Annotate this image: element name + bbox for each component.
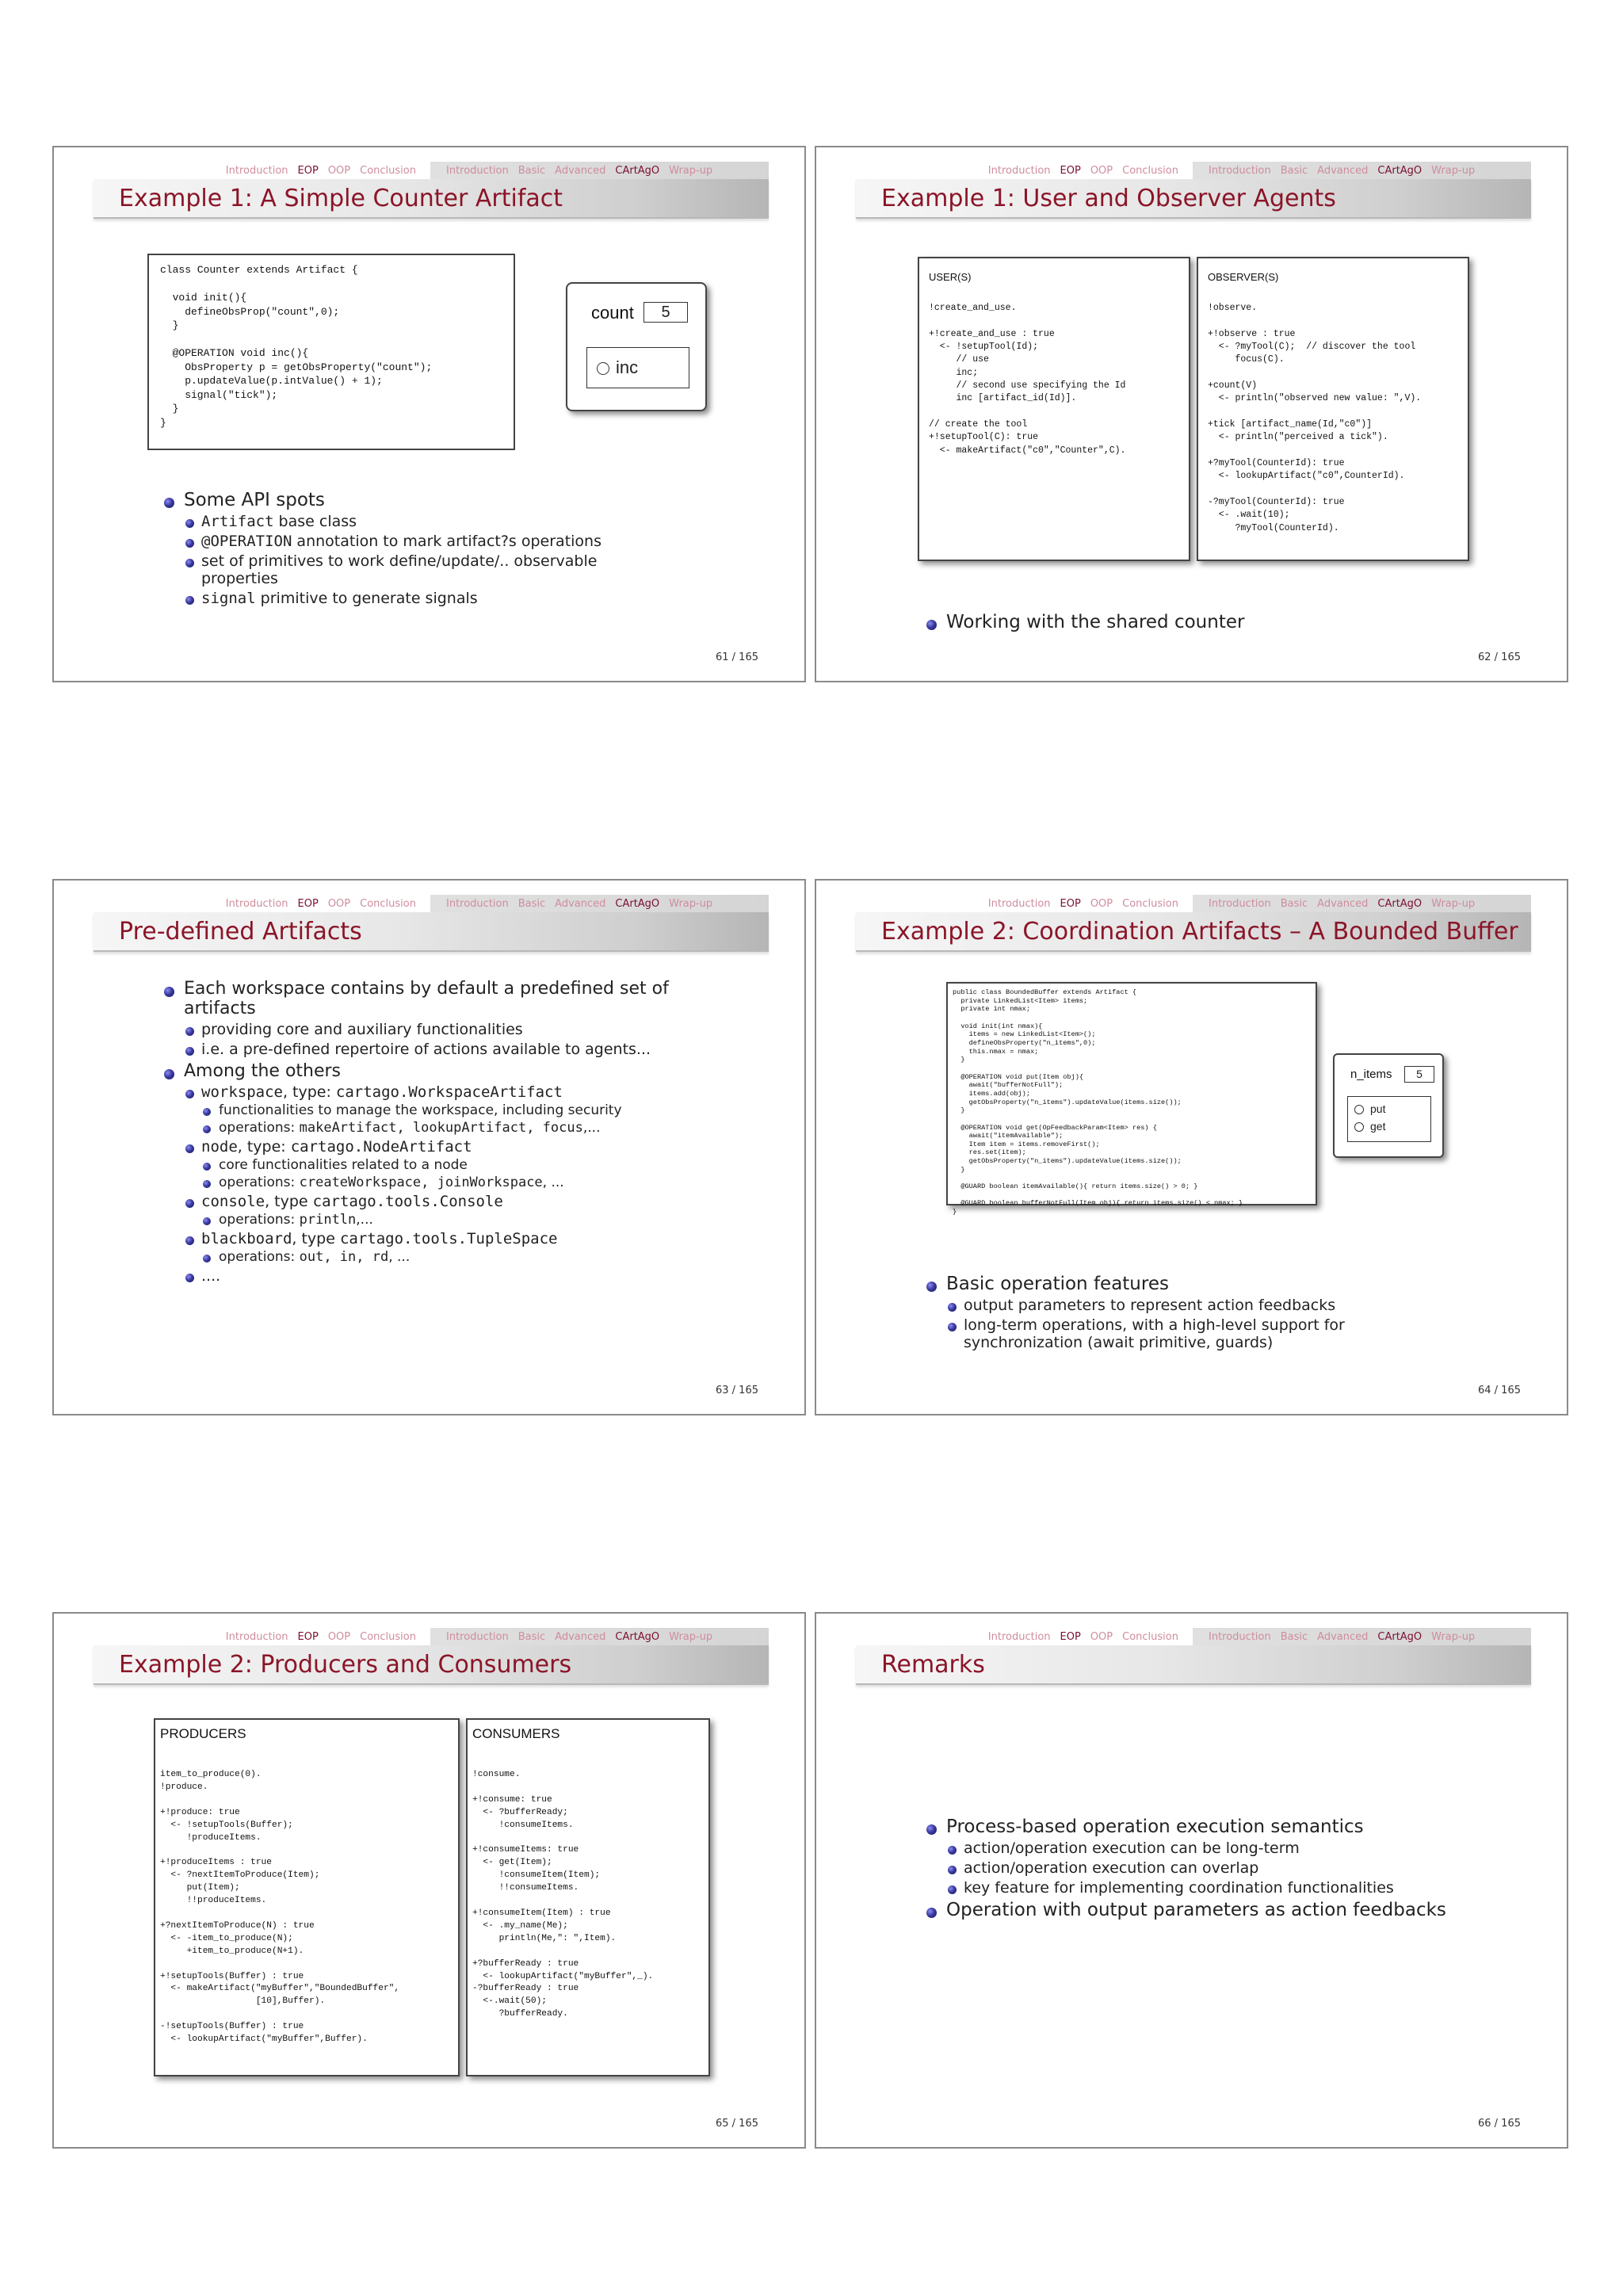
inc-label: inc xyxy=(616,357,639,377)
bullet-among-others: Among the others workspace, type: cartago.WorkspaceArtifact functionalities to manage the workspace, including security operations: makeArtifact, lookupArtifact, focus,... node, type: cartago.NodeArtifact core functionalities related to a node operations: createWorkspace, joinWorkspace, ... console, type cartago.tools.Console operations: println,... blackboard, type cartago.tools.TupleSpace operations: out, in, rd, ... .... xyxy=(160,1061,715,1285)
nav-right xyxy=(430,1628,769,1645)
bullets xyxy=(160,487,762,610)
nav-sub-advanced[interactable]: Advanced xyxy=(555,897,606,910)
nav-right xyxy=(1193,895,1531,912)
bullet-icon xyxy=(948,1885,957,1894)
slide-63 xyxy=(52,879,806,1415)
prop-n-items-label: n_items xyxy=(1350,1068,1392,1081)
bullet-api-spots: Some API spots Artifact base class @OPERATION annotation to mark artifact?s operations set of primitives to work define/update/.. observable properties signal primitive to generate signals xyxy=(160,490,762,607)
nav-eop[interactable]: EOP xyxy=(1060,164,1081,177)
nav-sub-introduction[interactable]: Introduction xyxy=(446,897,509,910)
nav-introduction[interactable]: Introduction xyxy=(987,897,1051,910)
nav-sub-introduction[interactable]: Introduction xyxy=(1209,1630,1271,1643)
nav-sub-introduction[interactable]: Introduction xyxy=(446,1630,509,1643)
nav-right xyxy=(430,895,769,912)
nav-sub-advanced[interactable]: Advanced xyxy=(555,164,606,177)
counter-artifact xyxy=(566,282,707,411)
put-label: put xyxy=(1370,1102,1386,1115)
nav-sub-introduction[interactable]: Introduction xyxy=(446,164,509,177)
bullet-icon xyxy=(185,1199,194,1208)
nav-bar xyxy=(94,1628,769,1645)
sub-bullet: action/operation execution can overlap xyxy=(946,1859,1525,1877)
bullet-output-params: Operation with output parameters as action feedbacks xyxy=(922,1900,1525,1920)
bullet-icon xyxy=(164,1069,174,1079)
bullet-icon xyxy=(185,1274,194,1282)
nav-bar xyxy=(856,1628,1531,1645)
sub-bullet: long-term operations, with a high-level support for synchronization (await primitive, guards) xyxy=(946,1316,1392,1351)
sub-bullet: Artifact base class xyxy=(184,513,762,530)
bullet-icon xyxy=(185,1047,194,1056)
page-number: 65 / 165 xyxy=(716,2118,758,2130)
nav-sub-basic[interactable]: Basic xyxy=(1280,1630,1308,1643)
nav-left xyxy=(856,895,1193,912)
nav-sub-cartago[interactable]: CArtAgO xyxy=(1377,1630,1423,1643)
sub-sub-bullet: functionalities to manage the workspace, including security xyxy=(201,1102,715,1118)
observer-header: OBSERVER(S) xyxy=(1208,271,1279,283)
sub-bullet: @OPERATION annotation to mark artifact?s operations xyxy=(184,533,762,550)
nav-left xyxy=(856,1628,1193,1645)
nav-bar xyxy=(94,895,769,912)
bounded-buffer-artifact xyxy=(1333,1053,1444,1158)
bullet-icon xyxy=(164,987,174,997)
bullet-icon xyxy=(948,1303,957,1312)
bullet-icon xyxy=(948,1323,957,1331)
bullet-shared-counter: Working with the shared counter xyxy=(922,612,1525,632)
bullets xyxy=(922,1270,1477,1354)
nav-sub-advanced[interactable]: Advanced xyxy=(555,1630,606,1643)
prop-count-label: count xyxy=(591,303,634,323)
bounded-buffer-code-box xyxy=(946,982,1317,1217)
bullets xyxy=(922,609,1525,636)
operations-panel xyxy=(1347,1096,1431,1142)
nav-conclusion[interactable]: Conclusion xyxy=(360,1630,416,1643)
bullet-workspace-default: Each workspace contains by default a predefined set of artifacts providing core and auxiliary functionalities i.e. a pre-defined repertoire of actions available to agents... xyxy=(160,979,715,1058)
sub-bullet-workspace: workspace, type: cartago.WorkspaceArtifact functionalities to manage the workspace, including security operations: makeArtifact, lookupArtifact, focus,... xyxy=(184,1083,715,1136)
prop-count-value: 5 xyxy=(643,302,688,323)
nav-oop[interactable]: OOP xyxy=(1090,897,1113,910)
sub-bullet: key feature for implementing coordination functionalities xyxy=(946,1879,1525,1897)
counter-code-box xyxy=(147,254,515,450)
get-operation[interactable] xyxy=(1354,1117,1430,1135)
producers-header: PRODUCERS xyxy=(160,1726,246,1741)
slide-title: Pre-defined Artifacts xyxy=(94,912,769,952)
nav-bar xyxy=(856,895,1531,912)
put-radio-icon xyxy=(1354,1105,1364,1114)
sub-sub-bullet: operations: println,... xyxy=(201,1212,715,1228)
nav-sub-basic[interactable]: Basic xyxy=(1280,897,1308,910)
nav-introduction[interactable]: Introduction xyxy=(225,1630,288,1643)
nav-sub-wrapup[interactable]: Wrap-up xyxy=(1431,1630,1476,1643)
nav-eop[interactable]: EOP xyxy=(297,1630,319,1643)
nav-conclusion[interactable]: Conclusion xyxy=(1122,897,1178,910)
nav-sub-cartago[interactable]: CArtAgO xyxy=(615,897,660,910)
nav-sub-advanced[interactable]: Advanced xyxy=(1317,164,1369,177)
nav-bar xyxy=(856,162,1531,179)
bullet-icon xyxy=(185,559,194,567)
nav-right xyxy=(1193,1628,1531,1645)
sub-bullet-etc: .... xyxy=(184,1267,715,1285)
nav-right xyxy=(1193,162,1531,179)
nav-sub-basic[interactable]: Basic xyxy=(517,164,546,177)
nav-sub-cartago[interactable]: CArtAgO xyxy=(1377,164,1423,177)
nav-oop[interactable]: OOP xyxy=(1090,164,1113,177)
bullet-icon xyxy=(203,1108,211,1116)
nav-oop[interactable]: OOP xyxy=(1090,1630,1113,1643)
nav-introduction[interactable]: Introduction xyxy=(987,164,1051,177)
nav-introduction[interactable]: Introduction xyxy=(987,1630,1051,1643)
sub-sub-bullet: operations: out, in, rd, ... xyxy=(201,1249,715,1265)
nav-sub-cartago[interactable]: CArtAgO xyxy=(1377,897,1423,910)
user-agent-box xyxy=(918,257,1190,561)
bullet-icon xyxy=(185,596,194,605)
producers-box xyxy=(154,1718,460,2076)
page-number: 66 / 165 xyxy=(1478,2118,1521,2130)
bullet-icon xyxy=(185,1144,194,1153)
bullet-icon xyxy=(926,1282,937,1292)
inc-operation[interactable] xyxy=(586,347,689,388)
nav-introduction[interactable]: Introduction xyxy=(225,164,288,177)
bullet-operation-features: Basic operation features output parameters to represent action feedbacks long-term operations, with a high-level support for synchronization (await primitive, guards) xyxy=(922,1274,1477,1351)
slide-title: Example 2: Coordination Artifacts – A Bounded Buffer xyxy=(856,912,1531,952)
nav-left xyxy=(94,895,430,912)
nav-oop[interactable]: OOP xyxy=(327,897,351,910)
slide-title: Remarks xyxy=(856,1645,1531,1685)
bullet-icon xyxy=(185,539,194,548)
consumers-code: !consume. +!consume: true <- ?bufferReady; !consumeItems. +!consumeItems: true <- get(Item); !consumeItem(Item); !!consumeItems. +!consumeItem(Item) : true <- .my_name(Me); println(Me,": ",Item). +?bufferReady : true <- lookupArtifact("myBuffer",_). -?bufferReady : true <-.wait(50); ?bufferReady. xyxy=(472,1770,654,2019)
page-number: 62 / 165 xyxy=(1478,651,1521,663)
slide-64 xyxy=(815,879,1568,1415)
sub-bullet: signal primitive to generate signals xyxy=(184,590,762,607)
page-number: 64 / 165 xyxy=(1478,1385,1521,1396)
nav-sub-wrapup[interactable]: Wrap-up xyxy=(669,1630,713,1643)
bullet-icon xyxy=(926,620,937,630)
nav-sub-advanced[interactable]: Advanced xyxy=(1317,897,1369,910)
nav-eop[interactable]: EOP xyxy=(297,164,319,177)
bullet-icon xyxy=(948,1866,957,1874)
nav-sub-introduction[interactable]: Introduction xyxy=(1209,164,1271,177)
bullet-icon xyxy=(926,1824,937,1835)
slide-65 xyxy=(52,1612,806,2149)
nav-eop[interactable]: EOP xyxy=(1060,897,1081,910)
bullet-icon xyxy=(185,519,194,528)
user-header: USER(S) xyxy=(929,271,972,283)
nav-sub-introduction[interactable]: Introduction xyxy=(1209,897,1271,910)
sub-sub-bullet: operations: createWorkspace, joinWorkspace, ... xyxy=(201,1175,715,1190)
nav-bar xyxy=(94,162,769,179)
sub-bullet-node: node, type: cartago.NodeArtifact core functionalities related to a node operations: createWorkspace, joinWorkspace, ... xyxy=(184,1138,715,1190)
bullet-icon xyxy=(203,1217,211,1225)
nav-sub-wrapup[interactable]: Wrap-up xyxy=(669,897,713,910)
sub-bullet: i.e. a pre-defined repertoire of actions available to agents... xyxy=(184,1041,715,1058)
sub-bullet: set of primitives to work define/update/.. observable properties xyxy=(184,552,645,587)
nav-eop[interactable]: EOP xyxy=(1060,1630,1081,1643)
bullet-icon xyxy=(185,1236,194,1245)
sub-sub-bullet: core functionalities related to a node xyxy=(201,1157,715,1173)
bullet-icon xyxy=(948,1846,957,1855)
bullet-icon xyxy=(185,1027,194,1036)
consumers-header: CONSUMERS xyxy=(472,1726,560,1741)
observer-code: !observe. +!observe : true <- ?myTool(C); // discover the tool focus(C). +count(V) <- println("observed new value: ",V). +tick [artifact_name(Id,"c0")] <- println("perceived a tick"). +?myTool(CounterId): true <- lookupArtifact("c0",CounterId). -?myTool(CounterId): true <- .wait(10); ?myTool(CounterId). xyxy=(1208,303,1422,533)
nav-left xyxy=(94,162,430,179)
nav-left xyxy=(856,162,1193,179)
bounded-buffer-code: public class BoundedBuffer extends Artifact { private LinkedList<Item> items; private int nmax; void init(int nmax){ items = new LinkedList<Item>(); defineObsProperty("n_items",0); this.nmax = nmax; } @OPERATION void put(Item obj){ await("bufferNotFull"); items.add(obj); getObsProperty("n_items").updateValue(items.size()); } @OPERATION void get(OpFeedbackParam<Item> res) { await("itemAvailable"); Item item = items.removeFirst(); res.set(item); getObsProperty("n_items").updateValue(items.size()); } @GUARD boolean itemAvailable(){ return items.size() > 0; } @GUARD boolean bufferNotFull(Item obj){ return items.size() < nmax; } } xyxy=(953,988,1243,1217)
sub-bullet: providing core and auxiliary functionalities xyxy=(184,1021,715,1038)
bullet-icon xyxy=(203,1255,211,1263)
sub-sub-bullet: operations: makeArtifact, lookupArtifact, focus,... xyxy=(201,1120,715,1136)
bullet-process-based: Process-based operation execution semantics action/operation execution can be long-term action/operation execution can overlap key feature for implementing coordination functionalities xyxy=(922,1817,1525,1897)
slide-62 xyxy=(815,146,1568,682)
user-code: !create_and_use. +!create_and_use : true <- !setupTool(Id); // use inc; // second use specifying the Id inc [artifact_id(Id)]. // create the tool +!setupTool(C): true <- makeArtifact("c0","Counter",C). xyxy=(929,303,1126,456)
bullet-icon xyxy=(926,1908,937,1918)
nav-conclusion[interactable]: Conclusion xyxy=(1122,164,1178,177)
inc-radio-icon xyxy=(597,362,609,375)
observer-agent-box xyxy=(1197,257,1469,561)
bullet-icon xyxy=(203,1163,211,1171)
nav-sub-advanced[interactable]: Advanced xyxy=(1317,1630,1369,1643)
slide-61 xyxy=(52,146,806,682)
nav-sub-wrapup[interactable]: Wrap-up xyxy=(1431,164,1476,177)
nav-sub-cartago[interactable]: CArtAgO xyxy=(615,164,660,177)
nav-eop[interactable]: EOP xyxy=(297,897,319,910)
bullet-icon xyxy=(164,498,174,508)
page-number: 63 / 165 xyxy=(716,1385,758,1396)
nav-sub-wrapup[interactable]: Wrap-up xyxy=(1431,897,1476,910)
nav-sub-basic[interactable]: Basic xyxy=(517,897,546,910)
prop-n-items-value: 5 xyxy=(1404,1066,1434,1083)
nav-left xyxy=(94,1628,430,1645)
nav-oop[interactable]: OOP xyxy=(327,164,351,177)
consumers-box xyxy=(466,1718,710,2076)
counter-code: class Counter extends Artifact { void init(){ defineObsProp("count",0); } @OPERATION void inc(){ ObsProperty p = getObsProperty("count"); p.updateValue(p.intValue() + 1); signal("tick"); } } xyxy=(160,264,433,430)
nav-conclusion[interactable]: Conclusion xyxy=(360,164,416,177)
sub-bullet-blackboard: blackboard, type cartago.tools.TupleSpace operations: out, in, rd, ... xyxy=(184,1230,715,1265)
nav-oop[interactable]: OOP xyxy=(327,1630,351,1643)
producers-code: item_to_produce(0). !produce. +!produce: true <- !setupTools(Buffer); !produceItems. +!produceItems : true <- ?nextItemToProduce(Item); put(Item); !!produceItems. +?nextItemToProduce(N) : true <- -item_to_produce(N); +item_to_produce(N+1). +!setupTools(Buffer) : true <- makeArtifact("myBuffer","BoundedBuffer", [10],Buffer). -!setupTools(Buffer) : true <- lookupArtifact("myBuffer",Buffer). xyxy=(160,1770,400,2045)
slide-title: Example 1: User and Observer Agents xyxy=(856,179,1531,219)
slide-title: Example 1: A Simple Counter Artifact xyxy=(94,179,769,219)
nav-right xyxy=(430,162,769,179)
nav-sub-basic[interactable]: Basic xyxy=(517,1630,546,1643)
sub-bullet-console: console, type cartago.tools.Console operations: println,... xyxy=(184,1193,715,1228)
nav-sub-cartago[interactable]: CArtAgO xyxy=(615,1630,660,1643)
bullet-icon xyxy=(203,1180,211,1188)
page-number: 61 / 165 xyxy=(716,651,758,663)
bullet-icon xyxy=(203,1125,211,1133)
put-operation[interactable] xyxy=(1354,1100,1430,1117)
bullet-icon xyxy=(185,1090,194,1098)
get-label: get xyxy=(1370,1120,1386,1133)
slide-66 xyxy=(815,1612,1568,2149)
nav-conclusion[interactable]: Conclusion xyxy=(1122,1630,1178,1643)
nav-conclusion[interactable]: Conclusion xyxy=(360,897,416,910)
nav-introduction[interactable]: Introduction xyxy=(225,897,288,910)
nav-sub-wrapup[interactable]: Wrap-up xyxy=(669,164,713,177)
slide-title: Example 2: Producers and Consumers xyxy=(94,1645,769,1685)
sub-bullet: action/operation execution can be long-term xyxy=(946,1839,1525,1857)
sub-bullet: output parameters to represent action feedbacks xyxy=(946,1297,1477,1314)
nav-sub-basic[interactable]: Basic xyxy=(1280,164,1308,177)
get-radio-icon xyxy=(1354,1122,1364,1132)
bullets xyxy=(160,976,715,1288)
bullets xyxy=(922,1813,1525,1924)
